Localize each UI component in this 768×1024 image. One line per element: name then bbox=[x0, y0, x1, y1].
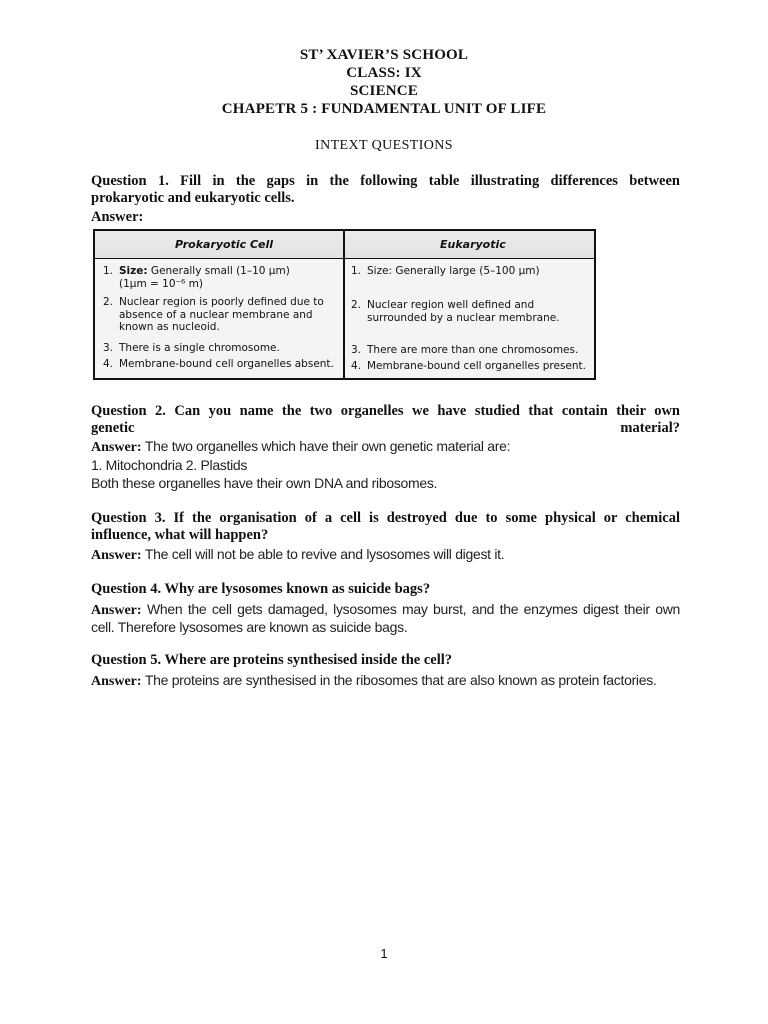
row-text-line: absence of a nuclear membrane and bbox=[119, 308, 313, 321]
answer-2-line-1 bbox=[91, 437, 680, 457]
row-text bbox=[367, 299, 591, 324]
class-label: CLASS: IX bbox=[346, 65, 422, 81]
question-2-word-material: material? bbox=[620, 420, 680, 436]
row-text-line: known as nucleoid. bbox=[119, 321, 220, 333]
row-text-line: Nuclear region is poorly defined due to bbox=[119, 296, 324, 308]
question-1-line-2: prokaryotic and eukaryotic cells. bbox=[91, 190, 295, 206]
answer-2-line-3: Both these organelles have their own DNA and ribosomes. bbox=[91, 475, 438, 491]
row-text: There is a single chromosome. bbox=[119, 342, 280, 354]
question-2-line-1: Question 2. Can you name the two organelles we have studied that contain their own bbox=[91, 403, 680, 419]
chapter-title: CHAPETR 5 : FUNDAMENTAL UNIT OF LIFE bbox=[221, 101, 547, 117]
question-1-answer-label: Answer: bbox=[91, 209, 144, 225]
table-header-row bbox=[95, 231, 594, 259]
answer-4-text: When the cell gets damaged, lysosomes may burst, and the enzymes digest their own bbox=[141, 601, 680, 617]
question-3 bbox=[91, 510, 680, 544]
page-number: 1 bbox=[380, 946, 388, 961]
row-number: 1. bbox=[351, 265, 362, 277]
answer-5-text: The proteins are synthesised in the ribosomes that are also known as protein factories. bbox=[141, 672, 657, 688]
answer-4-line-2: cell. Therefore lysosomes are known as suicide bags. bbox=[91, 619, 408, 635]
question-3-line-1: Question 3. If the organisation of a cell is destroyed due to some physical or chemical bbox=[91, 510, 680, 526]
answer-2-text: The two organelles which have their own genetic material are: bbox=[141, 438, 511, 454]
row-text: Membrane-bound cell organelles present. bbox=[367, 360, 586, 372]
table-header-eukaryotic: Eukaryotic bbox=[440, 238, 506, 251]
row-number: 1. bbox=[103, 265, 114, 277]
row-number: 4. bbox=[103, 358, 114, 370]
row-text-line: Nuclear region well defined and bbox=[367, 299, 535, 311]
answer-2-label: Answer: bbox=[91, 440, 142, 455]
question-2 bbox=[91, 403, 680, 437]
question-5: Question 5. Where are proteins synthesised inside the cell? bbox=[91, 652, 453, 668]
answer-3-label: Answer: bbox=[91, 548, 142, 563]
question-1-line-1: Question 1. Fill in the gaps in the following table illustrating differences between bbox=[91, 173, 680, 189]
answer-5-label: Answer: bbox=[91, 674, 142, 689]
question-4: Question 4. Why are lysosomes known as suicide bags? bbox=[91, 581, 431, 597]
question-2-line-2 bbox=[91, 420, 680, 437]
answer-4-label: Answer: bbox=[91, 603, 142, 618]
answer-4-line-1 bbox=[91, 600, 680, 620]
row-number: 2. bbox=[103, 296, 114, 308]
row-text: Size: Generally large (5–100 μm) bbox=[367, 265, 540, 277]
row-text bbox=[119, 296, 341, 334]
question-3-line-2: influence, what will happen? bbox=[91, 527, 269, 543]
subject-label: SCIENCE bbox=[349, 83, 419, 99]
answer-2-line-2: 1. Mitochondria 2. Plastids bbox=[91, 457, 248, 473]
row-text-line: (1μm = 10⁻⁶ m) bbox=[119, 277, 203, 290]
question-1 bbox=[91, 173, 680, 207]
size-label: Size: bbox=[119, 265, 148, 277]
row-text-line: Generally small (1–10 μm) bbox=[147, 265, 290, 277]
row-number: 3. bbox=[351, 344, 362, 356]
school-name: ST’ XAVIER’S SCHOOL bbox=[299, 47, 469, 63]
row-number: 3. bbox=[103, 342, 114, 354]
answer-3-text: The cell will not be able to revive and lysosomes will digest it. bbox=[141, 546, 505, 562]
comparison-table bbox=[93, 229, 596, 380]
row-number: 2. bbox=[351, 299, 362, 311]
row-text: There are more than one chromosomes. bbox=[367, 344, 579, 356]
row-text bbox=[119, 265, 341, 290]
row-number: 4. bbox=[351, 360, 362, 372]
answer-3-line-1 bbox=[91, 545, 680, 565]
row-text-line: surrounded by a nuclear membrane. bbox=[367, 311, 560, 324]
row-text: Membrane-bound cell organelles absent. bbox=[119, 358, 334, 370]
question-2-word-genetic: genetic bbox=[91, 420, 135, 436]
section-title: INTEXT QUESTIONS bbox=[315, 138, 453, 153]
table-header-prokaryotic: Prokaryotic Cell bbox=[175, 238, 274, 251]
answer-5-line-1 bbox=[91, 671, 680, 691]
table-column-divider bbox=[343, 231, 345, 378]
